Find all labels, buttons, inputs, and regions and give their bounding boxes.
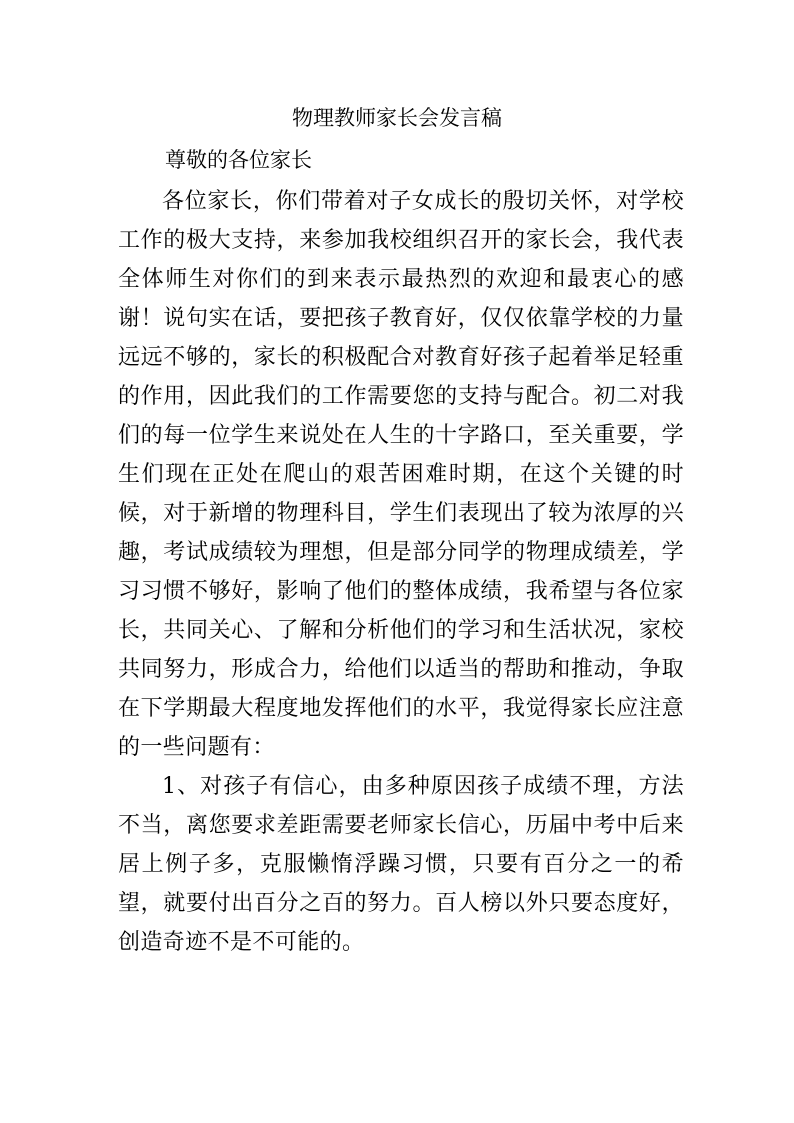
salutation: 尊敬的各位家长 — [165, 148, 312, 172]
document-title: 物理教师家长会发言稿 — [292, 106, 502, 130]
paragraph-point-1: 1、对孩子有信心，由多种原因孩子成绩不理，方法不当，离您要求差距需要老师家长信心，历届中考中后来居上例子多，克服懒惰浮躁习惯，只要有百分之一的希望，就要付出百分之百的努力。百人榜以外只要态度好，创造奇迹不是不可能的。 — [118, 774, 684, 955]
paragraph-intro: 各位家长，你们带着对子女成长的殷切关怀，对学校工作的极大支持，来参加我校组织召开的家长会，我代表全体师生对你们的到来表示最热烈的欢迎和最衷心的感谢！说句实在话，要把孩子教育好，仅仅依靠学校的力量远远不够的，家长的积极配合对教育好孩子起着举足轻重的作用，因此我们的工作需要您的支持与配合。初二对我们的每一位学生来说处在人生的十字路口，至关重要，学生们现在正处在爬山的艰苦困难时期，在这个关键的时候，对于新增的物理科目，学生们表现出了较为浓厚的兴趣，考试成绩较为理想，但是部分同学的物理成绩差，学习习惯不够好，影响了他们的整体成绩，我希望与各位家长，共同关心、了解和分析他们的学习和生活状况，家校共同努力，形成合力，给他们以适当的帮助和推动，争取在下学期最大程度地发挥他们的水平，我觉得家长应注意的一些问题有： — [118, 189, 684, 760]
document-body — [118, 182, 684, 962]
